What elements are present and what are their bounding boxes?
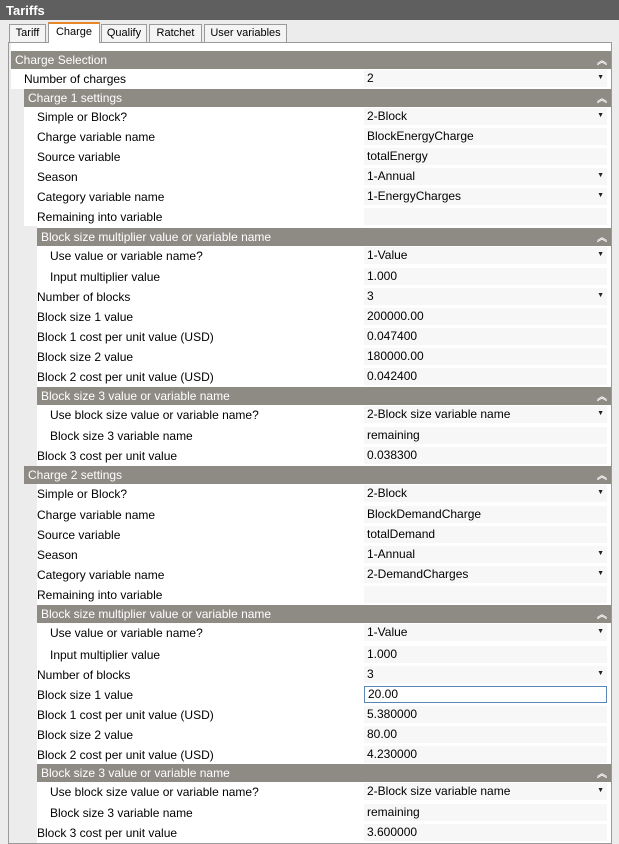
c1-row-remaining: Remaining into variable xyxy=(9,207,612,227)
c2-row-charge-var: Charge variable name BlockDemandCharge xyxy=(9,505,612,525)
property-grid xyxy=(8,42,612,844)
c1-row-b2-cost: Block 2 cost per unit value (USD) 0.042400 xyxy=(9,367,612,387)
c2-use-block-select[interactable]: 2-Block size variable name ▼ xyxy=(364,783,607,800)
c2-category-select[interactable]: 2-DemandCharges ▼ xyxy=(364,566,607,583)
c1-remaining-field[interactable] xyxy=(364,208,607,225)
collapse-chevron-icon[interactable]: ︽ xyxy=(597,56,607,67)
c2-simple-block-select[interactable]: 2-Block ▼ xyxy=(364,485,607,502)
dropdown-arrow-icon[interactable]: ▼ xyxy=(597,489,604,496)
c1-section-block3[interactable]: Block size 3 value or variable name ︽ xyxy=(37,387,611,405)
c1-b2-cost-field[interactable]: 0.042400 xyxy=(364,368,607,385)
dropdown-arrow-icon[interactable]: ▼ xyxy=(597,292,604,299)
c1-charge-var-field[interactable]: BlockEnergyCharge xyxy=(364,128,607,145)
c1-b3-var-field[interactable]: remaining xyxy=(364,427,607,444)
c2-remaining-field[interactable] xyxy=(364,586,607,603)
c2-b1-cost-field[interactable]: 5.380000 xyxy=(364,706,607,723)
section-charge-1[interactable]: Charge 1 settings ︽ xyxy=(24,89,611,107)
c2-row-b3-var: Block size 3 variable name remaining xyxy=(9,803,612,823)
dropdown-arrow-icon[interactable]: ▼ xyxy=(597,112,604,119)
c1-row-category: Category variable name 1-EnergyCharges ▼ xyxy=(9,187,612,207)
c2-source-var-field[interactable]: totalDemand xyxy=(364,526,607,543)
c1-row-num-blocks: Number of blocks 3 ▼ xyxy=(9,287,612,307)
tab-tariff[interactable]: Tariff xyxy=(9,24,46,42)
dropdown-arrow-icon[interactable]: ▼ xyxy=(597,172,604,179)
c1-row-b1-cost: Block 1 cost per unit value (USD) 0.047400 xyxy=(9,327,612,347)
dropdown-arrow-icon[interactable]: ▼ xyxy=(597,550,604,557)
c1-row-b2-size: Block size 2 value 180000.00 xyxy=(9,347,612,367)
c2-b3-var-field[interactable]: remaining xyxy=(364,804,607,821)
c1-b1-size-field[interactable]: 200000.00 xyxy=(364,308,607,325)
c1-row-b3-cost: Block 3 cost per unit value 0.038300 xyxy=(9,446,612,466)
tab-ratchet[interactable]: Ratchet xyxy=(149,24,202,42)
c1-row-input-mult: Input multiplier value 1.000 xyxy=(9,267,612,287)
c1-row-charge-var: Charge variable name BlockEnergyCharge xyxy=(9,127,612,147)
c2-b2-size-field[interactable]: 80.00 xyxy=(364,726,607,743)
section-charge-selection-title: Charge Selection xyxy=(15,53,108,67)
collapse-chevron-icon[interactable]: ︽ xyxy=(597,94,607,105)
c2-row-b1-size: Block size 1 value 20.00 xyxy=(9,685,612,705)
c2-row-b2-cost: Block 2 cost per unit value (USD) 4.230000 xyxy=(9,745,612,765)
c2-input-mult-field[interactable]: 1.000 xyxy=(364,646,607,663)
c2-row-use-block: Use block size value or variable name? 2-Block size variable name ▼ xyxy=(9,782,612,802)
collapse-chevron-icon[interactable]: ︽ xyxy=(597,392,607,403)
window-title: Tariffs xyxy=(0,0,619,20)
tab-user-variables[interactable]: User variables xyxy=(204,24,287,42)
c1-row-simple-block: Simple or Block? 2-Block ▼ xyxy=(9,107,612,127)
dropdown-arrow-icon[interactable]: ▼ xyxy=(597,251,604,258)
c1-b3-cost-field[interactable]: 0.038300 xyxy=(364,447,607,464)
c2-row-category: Category variable name 2-DemandCharges ▼ xyxy=(9,565,612,585)
section-charge-selection[interactable] xyxy=(11,51,611,69)
row-number-of-charges: Number of charges 2 ▼ xyxy=(9,69,612,89)
c1-row-b3-var: Block size 3 variable name remaining xyxy=(9,426,612,446)
collapse-chevron-icon[interactable]: ︽ xyxy=(597,233,607,244)
c2-use-value-select[interactable]: 1-Value ▼ xyxy=(364,624,607,641)
c1-b2-size-field[interactable]: 180000.00 xyxy=(364,348,607,365)
c1-section-block-multiplier[interactable]: Block size multiplier value or variable name ︽ xyxy=(37,228,611,246)
c1-row-use-value: Use value or variable name? 1-Value ▼ xyxy=(9,246,612,266)
c1-b1-cost-field[interactable]: 0.047400 xyxy=(364,328,607,345)
c2-b1-size-field[interactable]: 20.00 xyxy=(364,686,607,703)
number-of-charges-select[interactable]: 2 ▼ xyxy=(364,70,607,87)
c1-simple-block-select[interactable]: 2-Block ▼ xyxy=(364,108,607,125)
dropdown-arrow-icon[interactable]: ▼ xyxy=(597,192,604,199)
collapse-chevron-icon[interactable]: ︽ xyxy=(597,471,607,482)
dropdown-arrow-icon[interactable]: ▼ xyxy=(597,74,604,81)
c2-row-input-mult: Input multiplier value 1.000 xyxy=(9,645,612,665)
c1-row-b1-size: Block size 1 value 200000.00 xyxy=(9,307,612,327)
c1-input-mult-field[interactable]: 1.000 xyxy=(364,268,607,285)
dropdown-arrow-icon[interactable]: ▼ xyxy=(597,570,604,577)
c1-num-blocks-select[interactable]: 3 ▼ xyxy=(364,288,607,305)
c2-row-use-value: Use value or variable name? 1-Value ▼ xyxy=(9,623,612,643)
c2-section-block-multiplier[interactable]: Block size multiplier value or variable name ︽ xyxy=(37,605,611,623)
c2-charge-var-field[interactable]: BlockDemandCharge xyxy=(364,506,607,523)
dropdown-arrow-icon[interactable]: ▼ xyxy=(597,670,604,677)
c2-row-season: Season 1-Annual ▼ xyxy=(9,545,612,565)
collapse-chevron-icon[interactable]: ︽ xyxy=(597,769,607,780)
c1-source-var-field[interactable]: totalEnergy xyxy=(364,148,607,165)
c2-b2-cost-field[interactable]: 4.230000 xyxy=(364,746,607,763)
c1-category-select[interactable]: 1-EnergyCharges ▼ xyxy=(364,188,607,205)
c2-row-remaining: Remaining into variable xyxy=(9,585,612,605)
c2-row-num-blocks: Number of blocks 3 ▼ xyxy=(9,665,612,685)
section-charge-2[interactable]: Charge 2 settings ︽ xyxy=(24,466,611,484)
c1-use-block-select[interactable]: 2-Block size variable name ▼ xyxy=(364,406,607,423)
c2-b3-cost-field[interactable]: 3.600000 xyxy=(364,824,607,841)
dropdown-arrow-icon[interactable]: ▼ xyxy=(597,787,604,794)
c2-num-blocks-select[interactable]: 3 ▼ xyxy=(364,666,607,683)
c2-season-select[interactable]: 1-Annual ▼ xyxy=(364,546,607,563)
dropdown-arrow-icon[interactable]: ▼ xyxy=(597,410,604,417)
c2-row-source-var: Source variable totalDemand xyxy=(9,525,612,545)
c1-row-season: Season 1-Annual ▼ xyxy=(9,167,612,187)
c2-section-block3[interactable]: Block size 3 value or variable name ︽ xyxy=(37,764,611,782)
c2-row-b3-cost: Block 3 cost per unit value 3.600000 xyxy=(9,823,612,843)
tab-qualify[interactable]: Qualify xyxy=(101,24,147,42)
tab-bar xyxy=(0,20,619,42)
c1-season-select[interactable]: 1-Annual ▼ xyxy=(364,168,607,185)
c1-row-source-var: Source variable totalEnergy xyxy=(9,147,612,167)
collapse-chevron-icon[interactable]: ︽ xyxy=(597,610,607,621)
c1-row-use-block: Use block size value or variable name? 2-Block size variable name ▼ xyxy=(9,405,612,425)
c2-row-simple-block: Simple or Block? 2-Block ▼ xyxy=(9,484,612,504)
tab-charge[interactable]: Charge xyxy=(48,22,100,43)
c1-use-value-select[interactable]: 1-Value ▼ xyxy=(364,247,607,264)
dropdown-arrow-icon[interactable]: ▼ xyxy=(597,628,604,635)
c2-row-b2-size: Block size 2 value 80.00 xyxy=(9,725,612,745)
c2-row-b1-cost: Block 1 cost per unit value (USD) 5.380000 xyxy=(9,705,612,725)
